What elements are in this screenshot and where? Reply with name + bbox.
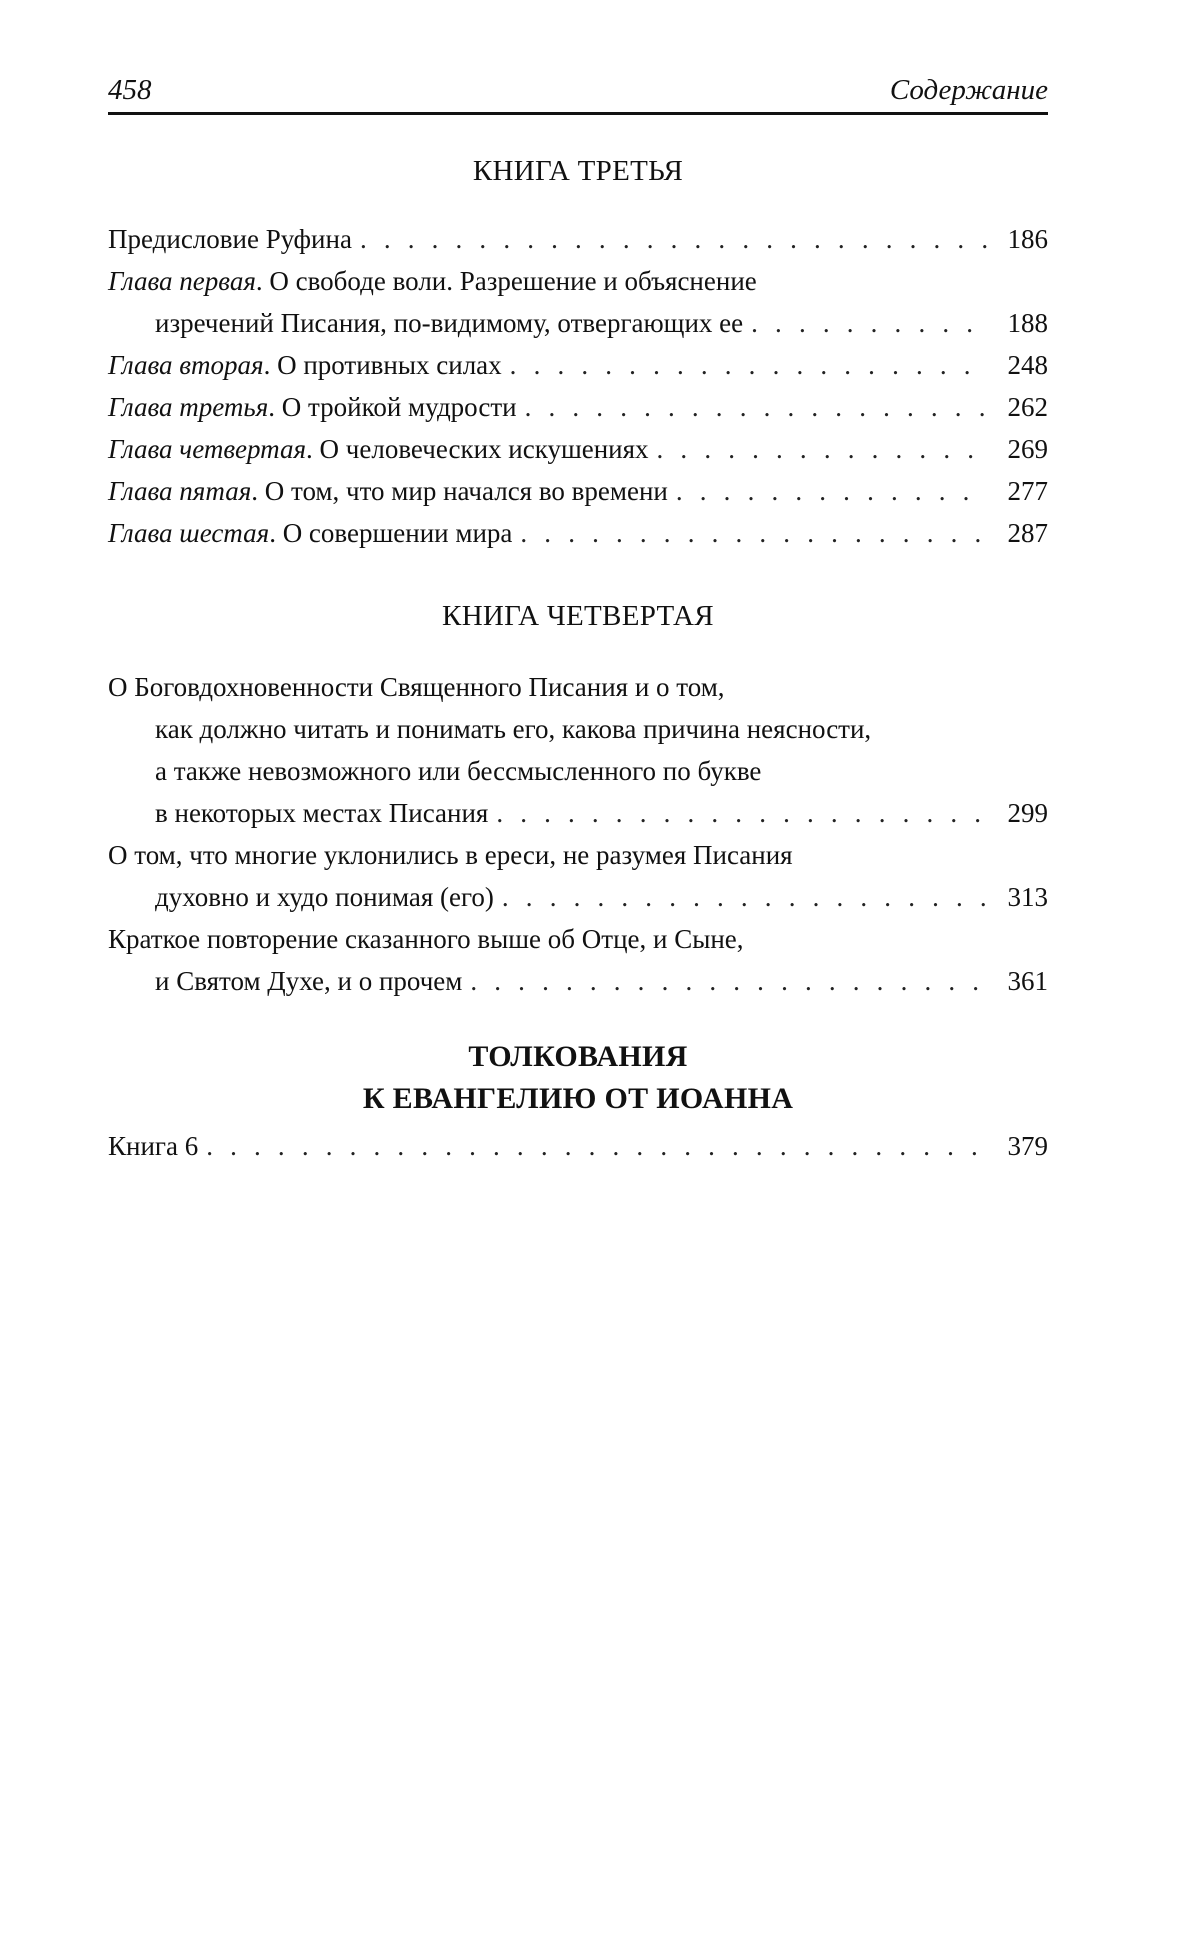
running-head — [108, 72, 1048, 115]
chapter-label: Глава четвертая — [108, 434, 307, 464]
toc-entry — [108, 428, 1048, 470]
chapter-label: Глава третья — [108, 392, 269, 422]
toc-entry — [108, 834, 1048, 918]
chapter-label: Глава пятая — [108, 476, 252, 506]
chapter-label: Глава вторая — [108, 350, 264, 380]
toc-entry-line — [108, 260, 1048, 302]
toc-entry-line — [108, 1125, 1048, 1167]
toc-entry-line — [108, 960, 1048, 1002]
entry-page-number: 379 — [1007, 1131, 1048, 1161]
entry-page-number: 262 — [1007, 392, 1048, 422]
commentary-title-line1: ТОЛКОВАНИЯ — [468, 1040, 688, 1073]
book3-toc-list — [108, 218, 1048, 554]
toc-entry-line — [108, 876, 1048, 918]
running-title: Содержание — [889, 74, 1048, 106]
entry-title-text: в некоторых местах Писания — [155, 798, 489, 828]
entry-page-number: 361 — [1007, 966, 1048, 996]
toc-entry-line — [108, 750, 1048, 792]
dot-leader — [360, 218, 988, 260]
toc-entry — [108, 218, 1048, 260]
toc-entry-line — [108, 470, 1048, 512]
toc-entry — [108, 666, 1048, 834]
dot-leader — [751, 302, 988, 344]
dot-leader — [470, 960, 988, 1002]
entry-title-text: Предисловие Руфина — [108, 224, 352, 254]
book4-title: КНИГА ЧЕТВЕРТАЯ — [442, 600, 714, 632]
entry-title-text: и Святом Духе, и о прочем — [155, 966, 463, 996]
commentary-toc-list — [108, 1125, 1048, 1167]
entry-title-text: . О тройкой мудрости — [268, 392, 517, 422]
entry-title-text: О том, что многие уклонились в ереси, не разумея Писания — [108, 840, 793, 870]
toc-entry — [108, 470, 1048, 512]
entry-page-number: 186 — [1007, 224, 1048, 254]
entry-page-number: 269 — [1007, 434, 1048, 464]
entry-title-text: . О совершении мира — [269, 518, 513, 548]
entry-page-number: 287 — [1007, 518, 1048, 548]
book4-toc-list — [108, 666, 1048, 1002]
dot-leader — [676, 470, 988, 512]
toc-entry-line — [108, 834, 1048, 876]
entry-title-text: . О свободе воли. Разрешение и объяснение — [255, 266, 757, 296]
dot-leader — [496, 792, 988, 834]
toc-entry-line — [108, 386, 1048, 428]
entry-title-text: как должно читать и понимать его, какова причина неясности, — [155, 714, 872, 744]
dot-leader — [510, 344, 988, 386]
entry-page-number: 188 — [1007, 308, 1048, 338]
commentary-title-line2: К ЕВАНГЕЛИЮ ОТ ИОАННА — [362, 1082, 794, 1115]
dot-leader — [525, 386, 988, 428]
entry-title-text: изречений Писания, по-видимому, отвергающих ее — [155, 308, 744, 338]
entry-title-text: а также невозможного или бессмысленного по букве — [155, 756, 762, 786]
toc-entry-line — [108, 708, 1048, 750]
entry-page-number: 248 — [1007, 350, 1048, 380]
entry-title-text: Книга 6 — [108, 1131, 199, 1161]
chapter-label: Глава шестая — [108, 518, 270, 548]
toc-entry-line — [108, 344, 1048, 386]
dot-leader — [502, 876, 988, 918]
entry-page-number: 299 — [1007, 798, 1048, 828]
entry-title-text: Краткое повторение сказанного выше об Отце, и Сыне, — [108, 924, 744, 954]
toc-entry — [108, 512, 1048, 554]
book3-title: КНИГА ТРЕТЬЯ — [472, 155, 684, 187]
toc-entry-line — [108, 918, 1048, 960]
toc-entry — [108, 344, 1048, 386]
entry-title-text: духовно и худо понимая (его) — [155, 882, 494, 912]
toc-entry-line — [108, 512, 1048, 554]
toc-entry-line — [108, 792, 1048, 834]
toc-entry — [108, 386, 1048, 428]
entry-title-text: . О противных силах — [263, 350, 502, 380]
toc-entry — [108, 260, 1048, 344]
toc-entry — [108, 1125, 1048, 1167]
entry-title-text: . О том, что мир начался во времени — [251, 476, 668, 506]
dot-leader — [206, 1125, 988, 1167]
dot-leader — [657, 428, 988, 470]
entry-title-text: . О человеческих искушениях — [306, 434, 649, 464]
entry-title-text: О Боговдохновенности Священного Писания и о том, — [108, 672, 725, 702]
toc-entry-line — [108, 428, 1048, 470]
dot-leader — [520, 512, 988, 554]
entry-page-number: 313 — [1007, 882, 1048, 912]
page-number: 458 — [108, 74, 152, 106]
toc-entry — [108, 918, 1048, 1002]
toc-entry-line — [108, 302, 1048, 344]
entry-page-number: 277 — [1007, 476, 1048, 506]
chapter-label: Глава первая — [108, 266, 256, 296]
toc-entry-line — [108, 218, 1048, 260]
toc-entry-line — [108, 666, 1048, 708]
